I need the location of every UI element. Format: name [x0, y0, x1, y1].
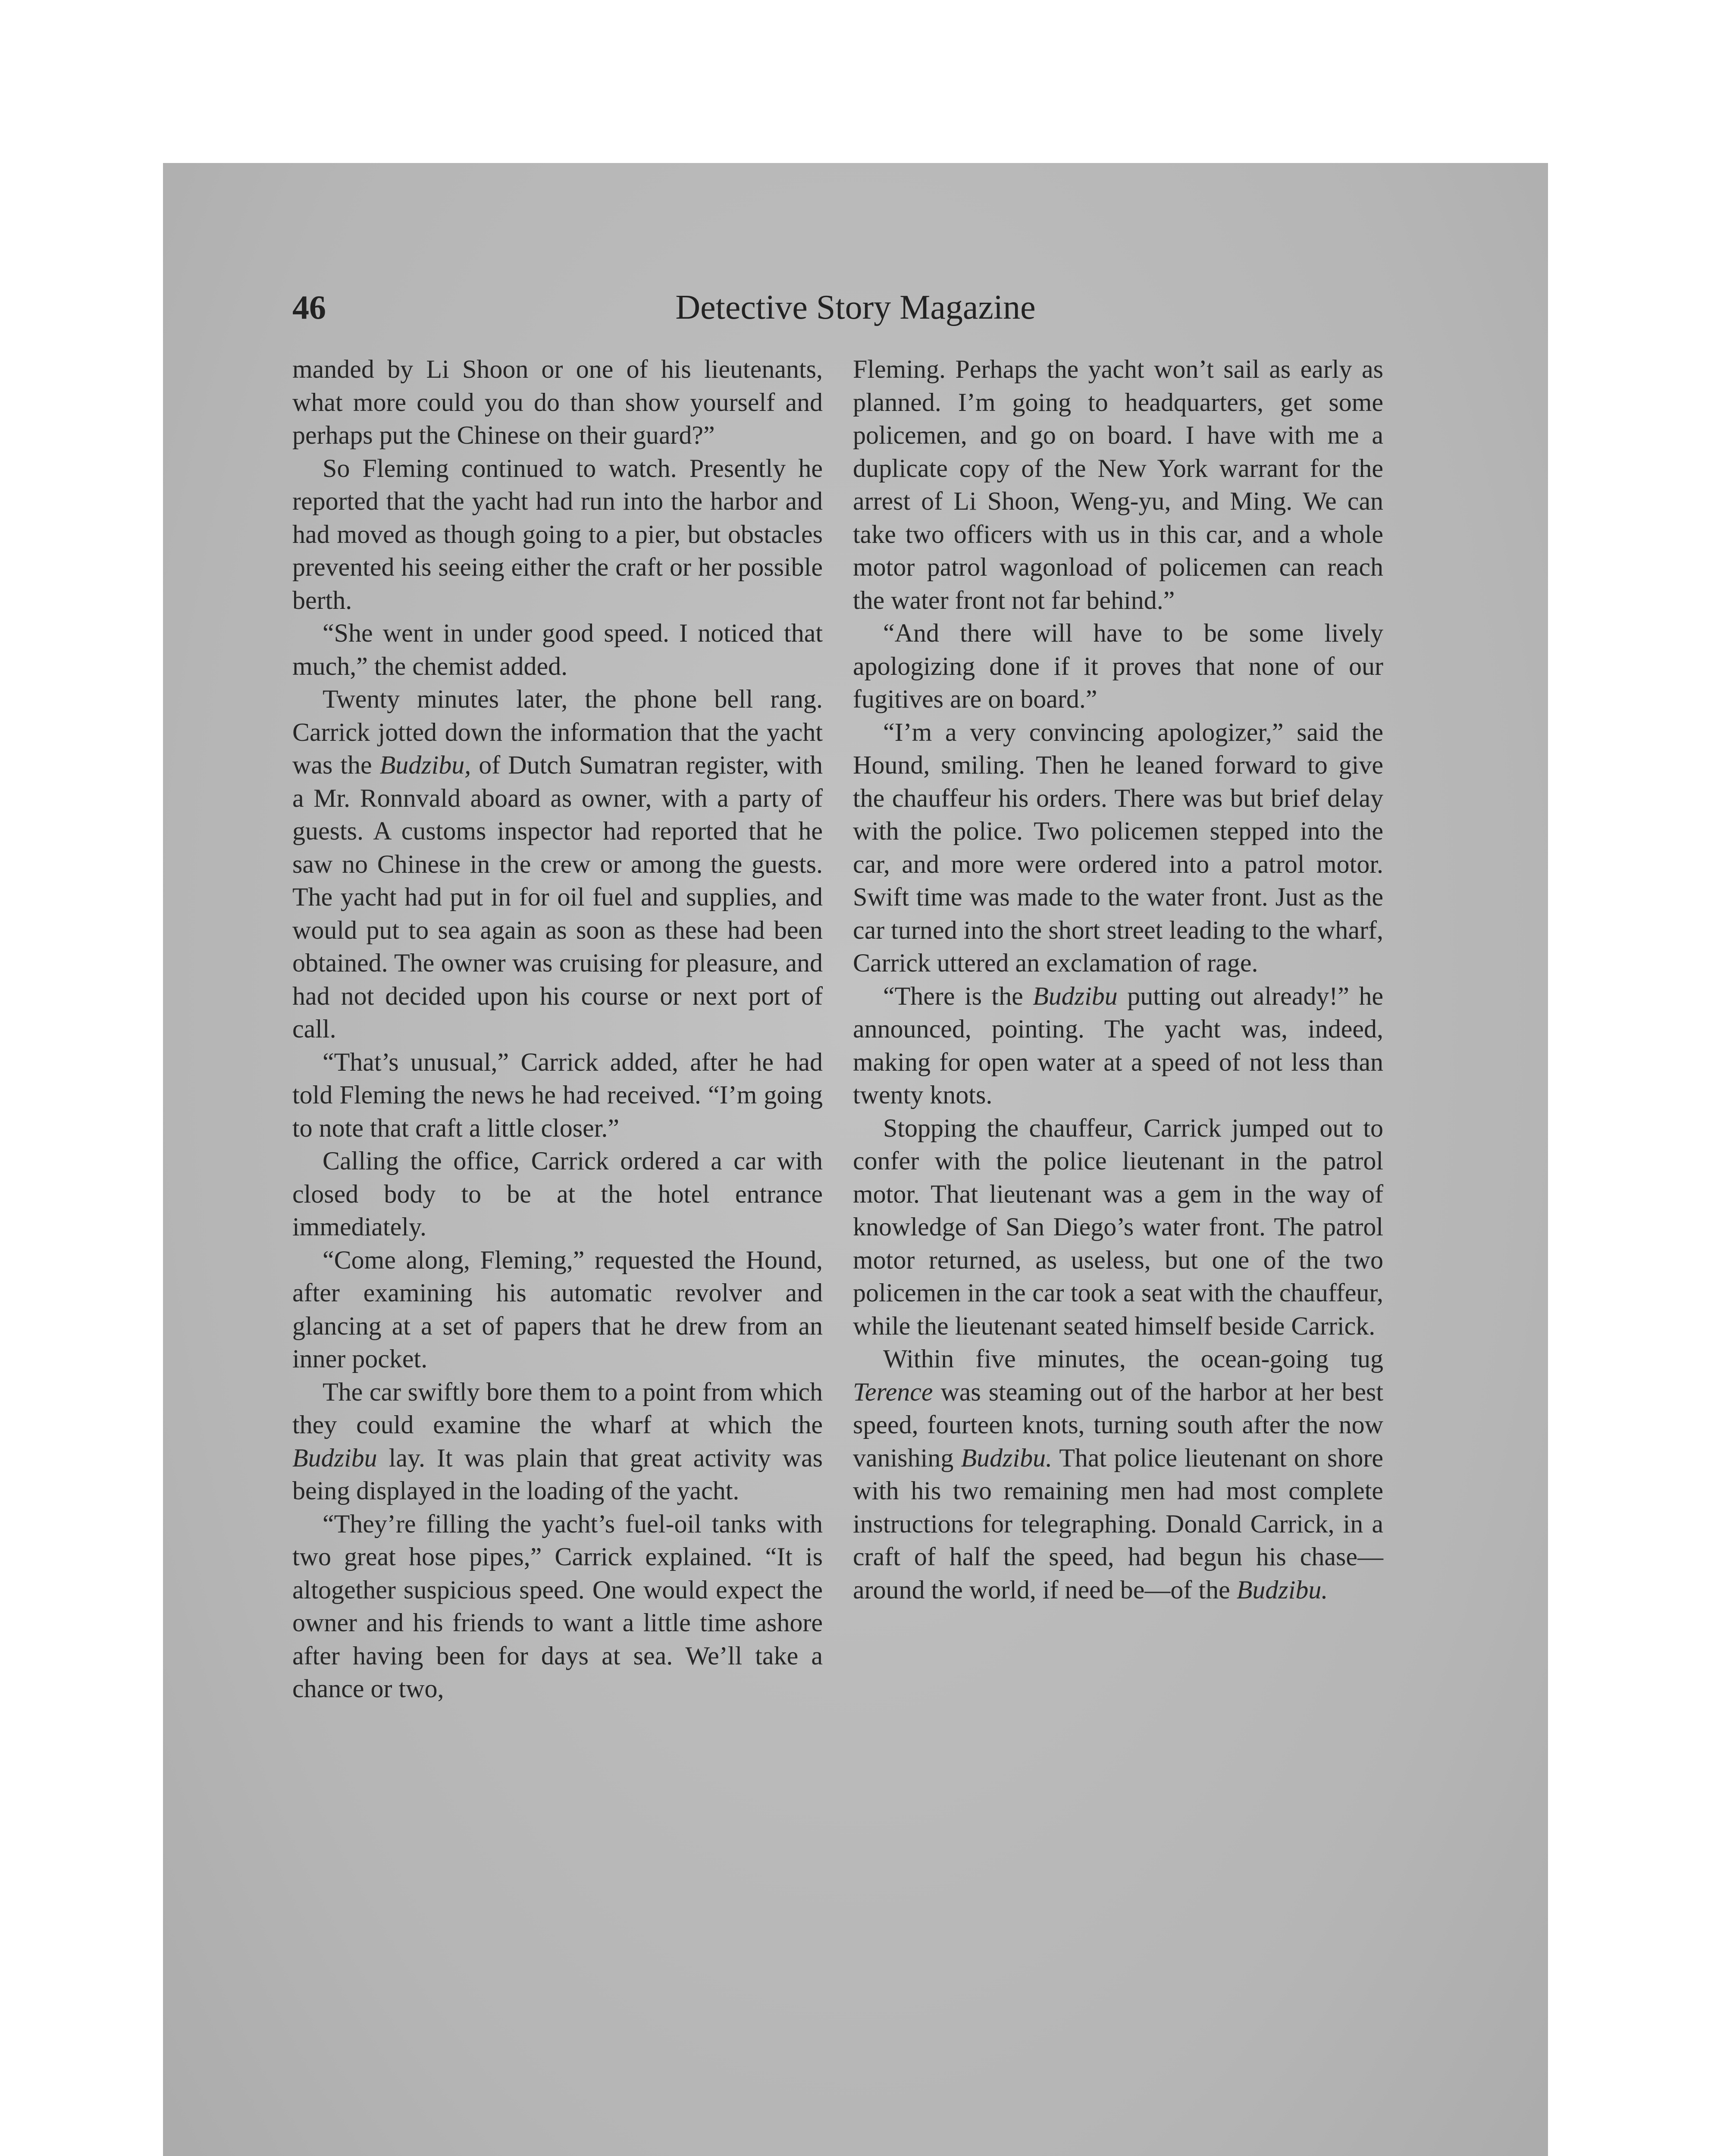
paragraph: Stopping the chauffeur, Carrick jumped out to confer with the police lieutenant in the patrol motor. That lieutenant was a gem in the way of knowledge of San Diego’s water front. The patrol motor returned, as useless, but one of the two policemen in the car took a seat with the chauffeur, while the lieutenant seated himself beside Carrick. [853, 1113, 1383, 1340]
ship-name: Budzibu. [1236, 1575, 1328, 1604]
magazine-title: Detective Story Magazine [675, 288, 1036, 326]
text-run: putting out already!” he announced, pointing. The yacht was, indeed, making for open water at a speed of not less than twenty knots. [853, 981, 1384, 1109]
paragraph: “That’s unusual,” Carrick added, after he had told Fleming the news he had received. “I’m going to note that craft a little closer.” [292, 1047, 823, 1142]
ship-name: Budzibu [292, 1443, 377, 1472]
paragraph: “She went in under good speed. I noticed that much,” the chemist added. [292, 619, 823, 680]
scanned-page [163, 163, 1548, 2156]
paragraph [292, 1376, 823, 1507]
paragraph: “They’re filling the yacht’s fuel-oil tanks with two great hose pipes,” Carrick explained. “It is altogether suspicious speed. One would expect the owner and his friends to want a little time ashore after having been for days at sea. We’ll take a chance or two, [292, 1509, 823, 1703]
paragraph: “And there will have to be some lively apologizing done if it proves that none of our fugitives are on board.” [853, 619, 1383, 713]
text-run: Within five minutes, the ocean-going tug [883, 1344, 1383, 1373]
page-number: 46 [292, 288, 326, 326]
text-run: was steaming out of the harbor at her best speed, fourteen knots, turning south after the now vanishing [853, 1377, 1383, 1472]
right-column [853, 353, 1383, 1606]
ship-name: Terence [853, 1377, 933, 1406]
text-run: lay. It was plain that great activity was being displayed in the loading of the yacht. [292, 1443, 823, 1505]
text-run: of Dutch Sumatran register, with a Mr. Ronnvald aboard as owner, with a party of guests. A customs inspector had reported that he saw no Chinese in the crew or among the guests. The yacht had put in for oil fuel and supplies, and would put to sea again as soon as these had been obtained. The owner was cruising for pleasure, and had not decided upon his course or next port of call. [292, 751, 823, 1043]
ship-name: Budzibu [1033, 981, 1118, 1010]
left-column [292, 353, 823, 1705]
paragraph [292, 683, 823, 1046]
paragraph [853, 980, 1383, 1112]
paragraph: manded by Li Shoon or one of his lieutenants, what more could you do than show yourself and perhaps put the Chinese on their guard?” [292, 355, 823, 449]
text-run: Twenty minutes later, the phone bell rang. Carrick jotted down the information that the yacht was the [292, 685, 823, 779]
paragraph: “I’m a very convincing apologizer,” said the Hound, smiling. Then he leaned forward to give the chauffeur his orders. There was but brief delay with the police. Two policemen stepped into the car, and more were ordered into a patrol motor. Swift time was made to the water front. Just as the car turned into the short street leading to the wharf, Carrick uttered an exclamation of rage. [853, 718, 1383, 977]
text-run: The car swiftly bore them to a point from which they could examine the wharf at which the [292, 1377, 823, 1439]
paragraph: “Come along, Fleming,” requested the Hound, after examining his automatic revolver and glancing at a set of papers that he drew from an inner pocket. [292, 1245, 823, 1373]
paragraph: So Fleming continued to watch. Presently he reported that the yacht had run into the harbor and had moved as though going to a pier, but obstacles prevented his seeing either the craft or her possible berth. [292, 454, 823, 614]
paragraph [853, 1342, 1383, 1606]
text-run: That police lieutenant on shore with his two remaining men had most complete instructions for telegraphing. Donald Carrick, in a craft of half the speed, had begun his chase—around the world, if need be—of the [853, 1443, 1383, 1604]
paragraph: Fleming. Perhaps the yacht won’t sail as early as planned. I’m going to headquarters, get some policemen, and go on board. I have with me a duplicate copy of the New York warrant for the arrest of Li Shoon, Weng-yu, and Ming. We can take two officers with us in this car, and a whole motor patrol wagonload of policemen can reach the water front not far behind.” [853, 355, 1383, 614]
running-head [292, 288, 1419, 340]
ship-name: Budzibu, [379, 751, 471, 779]
ship-name: Budzibu. [961, 1443, 1053, 1472]
text-run: “There is the [883, 981, 1033, 1010]
paragraph: Calling the office, Carrick ordered a car with closed body to be at the hotel entrance immediately. [292, 1147, 823, 1241]
